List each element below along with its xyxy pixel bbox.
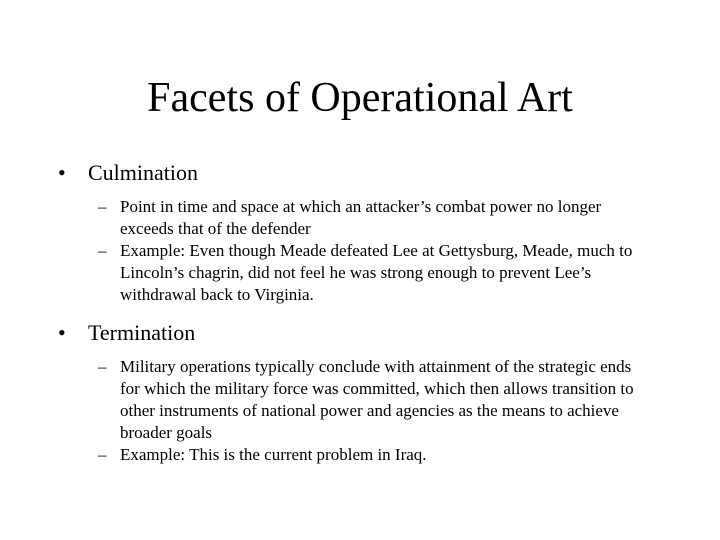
sub-bullet-item: [98, 196, 648, 240]
slide-body: [58, 160, 698, 480]
dash-icon: –: [98, 445, 107, 464]
sub-bullet-item: [98, 356, 648, 444]
sub-bullet-text: Example: Even though Meade defeated Lee at Gettysburg, Meade, much to Lincoln’s chagrin, did not feel he was strong enough to prevent Lee’s withdrawal back to Virginia.: [120, 241, 633, 304]
bullet-icon: •: [58, 160, 66, 185]
slide-title: Facets of Operational Art: [147, 75, 573, 121]
dash-icon: –: [98, 241, 107, 260]
sub-bullet-item: [98, 444, 648, 466]
sub-bullet-list: [98, 356, 648, 466]
sub-bullet-text: Military operations typically conclude with attainment of the strategic ends for which the military force was committed, which then allows transition to other instruments of national power and agencies as the means to achieve broader goals: [120, 357, 634, 442]
section-heading-culmination: [58, 160, 698, 186]
sub-bullet-item: [98, 240, 648, 306]
dash-icon: –: [98, 357, 107, 376]
section-heading-text: Culmination: [88, 160, 198, 185]
sub-bullet-text: Point in time and space at which an attacker’s combat power no longer exceeds that of the defender: [120, 197, 602, 238]
bullet-icon: •: [58, 320, 66, 345]
dash-icon: –: [98, 197, 107, 216]
section-heading-text: Termination: [88, 320, 196, 345]
sub-bullet-list: [98, 196, 648, 306]
section-heading-termination: [58, 320, 698, 346]
sub-bullet-text: Example: This is the current problem in Iraq.: [120, 445, 427, 464]
